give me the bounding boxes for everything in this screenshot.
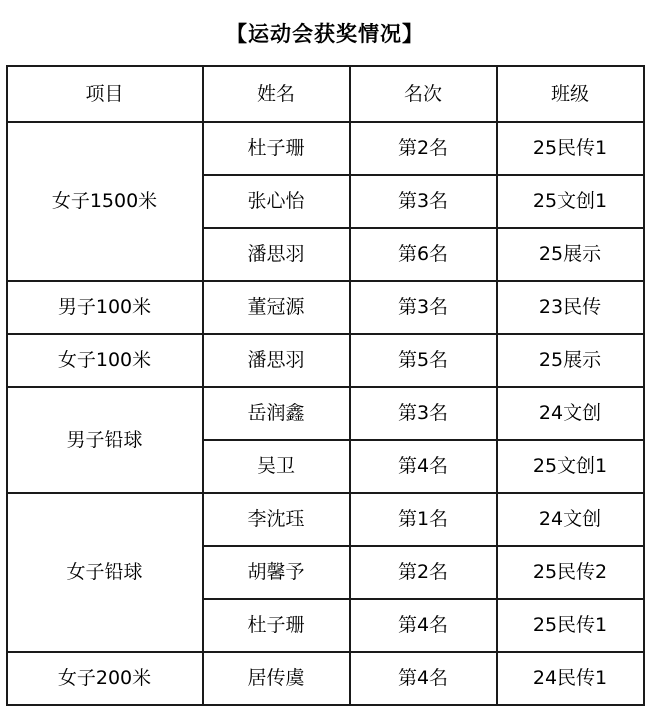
table-header-row	[7, 66, 644, 122]
class-cell: 23民传	[497, 281, 644, 334]
rank-cell: 第1名	[350, 493, 497, 546]
event-cell: 男子100米	[7, 281, 203, 334]
table-row	[7, 493, 644, 546]
class-cell: 24文创	[497, 493, 644, 546]
class-cell: 24民传1	[497, 652, 644, 705]
rank-cell: 第6名	[350, 228, 497, 281]
column-header-class: 班级	[497, 66, 644, 122]
class-cell: 25民传1	[497, 122, 644, 175]
name-cell: 董冠源	[203, 281, 350, 334]
rank-cell: 第4名	[350, 652, 497, 705]
rank-cell: 第2名	[350, 122, 497, 175]
class-cell: 24文创	[497, 387, 644, 440]
rank-cell: 第3名	[350, 175, 497, 228]
column-header-event: 项目	[7, 66, 203, 122]
class-cell: 25文创1	[497, 175, 644, 228]
name-cell: 李沈珏	[203, 493, 350, 546]
name-cell: 张心怡	[203, 175, 350, 228]
name-cell: 胡馨予	[203, 546, 350, 599]
class-cell: 25文创1	[497, 440, 644, 493]
class-cell: 25民传2	[497, 546, 644, 599]
event-cell: 女子200米	[7, 652, 203, 705]
award-table	[6, 65, 645, 706]
event-cell: 男子铅球	[7, 387, 203, 493]
rank-cell: 第3名	[350, 281, 497, 334]
page-title: 【运动会获奖情况】	[226, 22, 424, 46]
name-cell: 潘思羽	[203, 334, 350, 387]
rank-cell: 第4名	[350, 440, 497, 493]
rank-cell: 第5名	[350, 334, 497, 387]
table-row	[7, 122, 644, 175]
rank-cell: 第2名	[350, 546, 497, 599]
class-cell: 25民传1	[497, 599, 644, 652]
name-cell: 岳润鑫	[203, 387, 350, 440]
table-row	[7, 281, 644, 334]
table-row	[7, 387, 644, 440]
rank-cell: 第3名	[350, 387, 497, 440]
event-cell: 女子100米	[7, 334, 203, 387]
name-cell: 杜子珊	[203, 599, 350, 652]
class-cell: 25展示	[497, 228, 644, 281]
event-cell: 女子1500米	[7, 122, 203, 281]
name-cell: 潘思羽	[203, 228, 350, 281]
table-row	[7, 334, 644, 387]
name-cell: 吴卫	[203, 440, 350, 493]
table-row	[7, 652, 644, 705]
name-cell: 居传虞	[203, 652, 350, 705]
rank-cell: 第4名	[350, 599, 497, 652]
event-cell: 女子铅球	[7, 493, 203, 652]
class-cell: 25展示	[497, 334, 644, 387]
column-header-rank: 名次	[350, 66, 497, 122]
column-header-name: 姓名	[203, 66, 350, 122]
name-cell: 杜子珊	[203, 122, 350, 175]
